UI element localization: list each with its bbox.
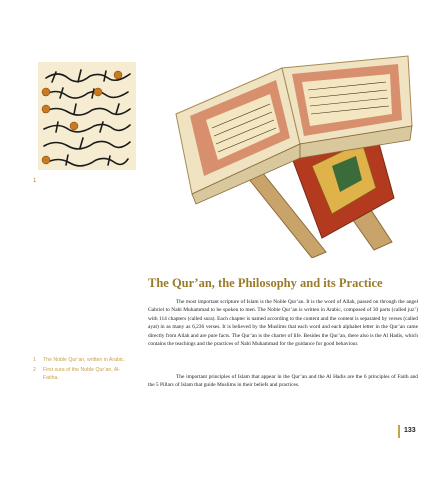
figure-captions [33, 356, 133, 384]
figure-number-label: 1 [33, 178, 37, 184]
caption-number: 2 [33, 367, 36, 373]
caption-text: First sura of the Noble Qur’an, Al-Fatiha. [43, 367, 121, 381]
caption-item [33, 366, 133, 382]
caption-number: 1 [33, 357, 36, 363]
quran-on-stand-image [172, 48, 418, 258]
body-paragraph: The important principles of Islam that appear in the Qur’an and the Al Hadis are the 6 principles of Faith and the 5 Pillars of Islam that guide Muslims in their beliefs and practices. [148, 374, 418, 389]
page-number-bar [398, 425, 400, 438]
caption-item [33, 356, 133, 364]
caption-text: The Noble Qur’an, written in Arabic. [43, 357, 126, 363]
page-number: 133 [404, 427, 416, 434]
body-paragraph: The most important scripture of Islam is the Noble Qur’an. It is the word of Allah, passed on through the angel Gabriel to Nabi Muhammad to be spoken to men. The Noble Qur’an is written in Arabic, composed of 30 parts (called juz’) with 114 chapters (called sura). Each chapter is named according to the content and the content is separated by verses (called ayat) in as many as 6,236 verses. It is believed by the Muslims that each word and each alphabet letter in the Qur’an came directly from Allah and are pure facts. The Qur’an is the charter of life. Besides the Qur’an, there also is the Al Hadis, which contains the teachings and the practices of Nabi Muhammad for the guidance for good behaviour. [148, 299, 418, 348]
section-title: The Qur’an, the Philosophy and its Practice [148, 276, 383, 290]
al-fatiha-calligraphy-image [38, 62, 136, 170]
